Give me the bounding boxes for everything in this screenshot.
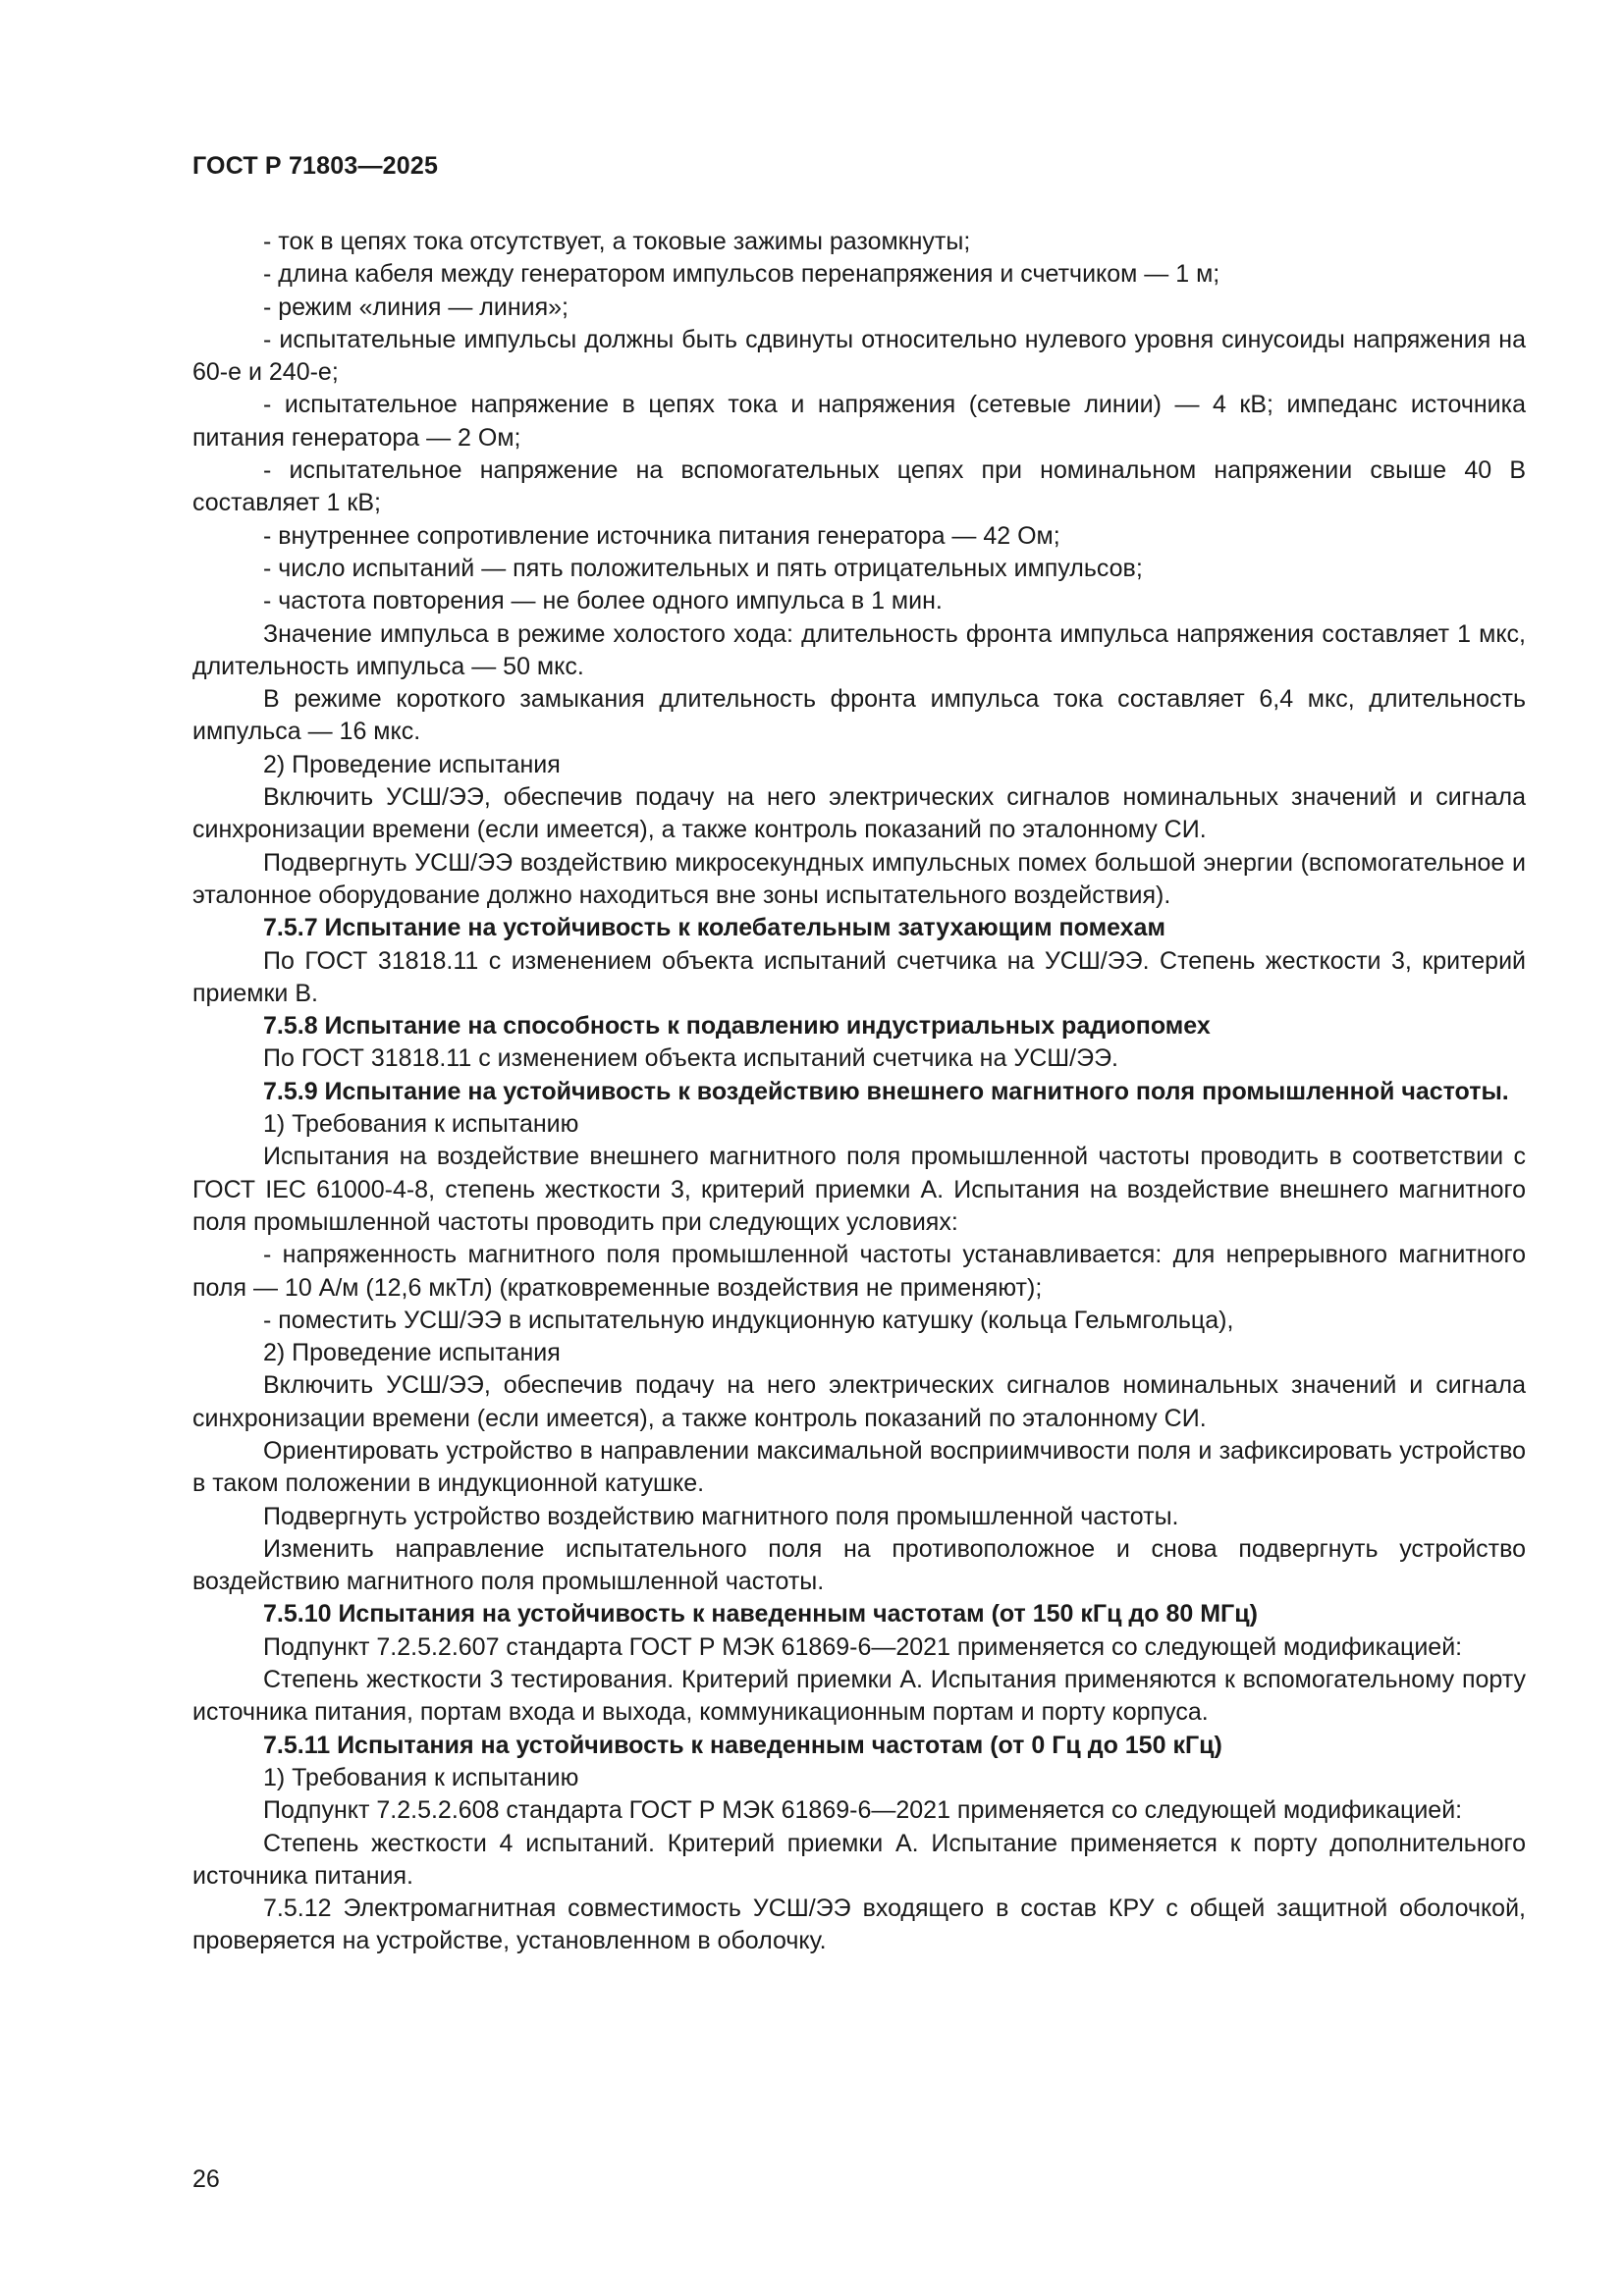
paragraph: По ГОСТ 31818.11 с изменением объекта испытаний счетчика на УСШ/ЭЭ. Степень жесткости 3, критерий приемки В. xyxy=(192,946,1526,1007)
document-header: ГОСТ Р 71803—2025 xyxy=(192,152,439,180)
paragraph: Включить УСШ/ЭЭ, обеспечив подачу на него электрических сигналов номинальных значений и сигнала синхронизации времени (если имеется), а также контроль показаний по эталонному СИ. xyxy=(192,1371,1526,1432)
paragraph: 2) Проведение испытания xyxy=(263,1339,561,1367)
page-number: 26 xyxy=(192,2165,220,2193)
paragraph: 2) Проведение испытания xyxy=(263,750,561,778)
paragraph: - число испытаний — пять положительных и пять отрицательных импульсов; xyxy=(263,554,1143,582)
section-heading: 7.5.8 Испытание на способность к подавлению индустриальных радиопомех xyxy=(263,1012,1211,1041)
paragraph: В режиме короткого замыкания длительность фронта импульса тока составляет 6,4 мкс, длительность импульса — 16 мкс. xyxy=(192,685,1526,746)
paragraph: - внутреннее сопротивление источника питания генератора — 42 Ом; xyxy=(263,521,1060,550)
section-heading: 7.5.10 Испытания на устойчивость к наведенным частотам (от 150 кГц до 80 МГц) xyxy=(263,1600,1258,1629)
paragraph: - ток в цепях тока отсутствует, а токовые зажимы разомкнуты; xyxy=(263,228,971,255)
paragraph: - испытательное напряжение в цепях тока и напряжения (сетевые линии) — 4 кВ; импеданс источника питания генератора — 2 Ом; xyxy=(192,391,1526,452)
paragraph: Изменить направление испытательного поля на противоположное и снова подвергнуть устройство воздействию магнитного поля промышленной частоты. xyxy=(192,1534,1526,1596)
paragraph: - частота повторения — не более одного импульса в 1 мин. xyxy=(263,587,943,615)
paragraph: Степень жесткости 3 тестирования. Критерий приемки А. Испытания применяются к вспомогательному порту источника питания, портам входа и выхода, коммуникационным портам и порту корпуса. xyxy=(192,1666,1526,1727)
paragraph: 7.5.12 Электромагнитная совместимость УСШ/ЭЭ входящего в состав КРУ с общей защитной оболочкой, проверяется на устройстве, установленном в оболочку. xyxy=(192,1895,1526,1955)
document-body xyxy=(192,226,1526,1958)
paragraph: 1) Требования к испытанию xyxy=(263,1110,579,1139)
paragraph: Ориентировать устройство в направлении максимальной восприимчивости поля и зафиксировать устройство в таком положении в индукционной катушке. xyxy=(192,1436,1526,1498)
paragraph: Испытания на воздействие внешнего магнитного поля промышленной частоты проводить в соответствии с ГОСТ IEC 61000-4-8, степень жесткости 3, критерий приемки А. Испытания на воздействие внешнего магнитного поля промышленной частоты проводить при следующих условиях: xyxy=(192,1143,1526,1236)
section-heading: 7.5.11 Испытания на устойчивость к наведенным частотам (от 0 Гц до 150 кГц) xyxy=(263,1731,1222,1759)
paragraph: Значение импульса в режиме холостого хода: длительность фронта импульса напряжения составляет 1 мкс, длительность импульса — 50 мкс. xyxy=(192,619,1526,680)
paragraph: 1) Требования к испытанию xyxy=(263,1763,579,1791)
paragraph: - испытательное напряжение на вспомогательных цепях при номинальном напряжении свыше 40 В составляет 1 кВ; xyxy=(192,456,1526,517)
paragraph: - испытательные импульсы должны быть сдвинуты относительно нулевого уровня синусоиды напряжения на 60-е и 240-е; xyxy=(192,325,1526,387)
section-heading: 7.5.9 Испытание на устойчивость к воздействию внешнего магнитного поля промышленной частоты. xyxy=(263,1077,1509,1105)
paragraph: - режим «линия — линия»; xyxy=(263,293,568,321)
paragraph: - напряженность магнитного поля промышленной частоты устанавливается: для непрерывного магнитного поля — 10 А/м (12,6 мкТл) (кратковременные воздействия не применяют); xyxy=(192,1241,1526,1302)
section-heading: 7.5.7 Испытание на устойчивость к колебательным затухающим помехам xyxy=(263,914,1165,942)
paragraph: Подвергнуть устройство воздействию магнитного поля промышленной частоты. xyxy=(263,1502,1179,1530)
paragraph: - длина кабеля между генератором импульсов перенапряжения и счетчиком — 1 м; xyxy=(263,260,1220,289)
paragraph: Степень жесткости 4 испытаний. Критерий приемки А. Испытание применяется к порту дополнительного источника питания. xyxy=(192,1829,1526,1890)
paragraph: - поместить УСШ/ЭЭ в испытательную индукционную катушку (кольца Гельмгольца), xyxy=(263,1306,1234,1334)
paragraph: По ГОСТ 31818.11 с изменением объекта испытаний счетчика на УСШ/ЭЭ. xyxy=(263,1044,1118,1073)
paragraph: Подпункт 7.2.5.2.608 стандарта ГОСТ Р МЭК 61869-6—2021 применяется со следующей модификацией: xyxy=(263,1796,1463,1825)
paragraph: Включить УСШ/ЭЭ, обеспечив подачу на него электрических сигналов номинальных значений и сигнала синхронизации времени (если имеется), а также контроль показаний по эталонному СИ. xyxy=(192,783,1526,844)
paragraph: Подвергнуть УСШ/ЭЭ воздействию микросекундных импульсных помех большой энергии (вспомогательное и эталонное оборудование должно находиться вне зоны испытательного воздействия). xyxy=(192,848,1526,909)
paragraph: Подпункт 7.2.5.2.607 стандарта ГОСТ Р МЭК 61869-6—2021 применяется со следующей модификацией: xyxy=(263,1632,1463,1661)
